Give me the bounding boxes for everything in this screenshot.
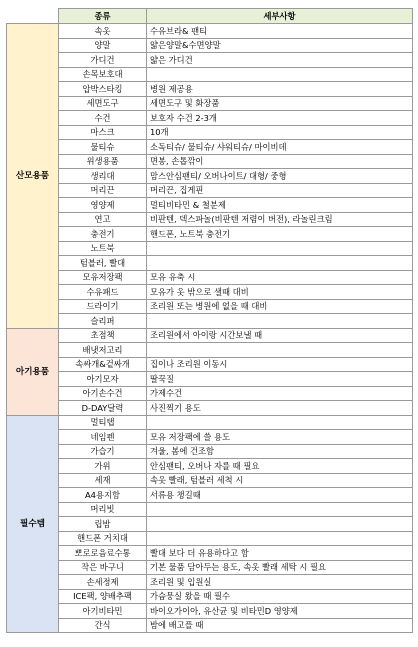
table-row	[7, 111, 413, 126]
item-cell: 머리빗	[59, 502, 147, 517]
table-row	[7, 96, 413, 111]
item-cell: 아기비타민	[59, 604, 147, 619]
item-cell: 세재	[59, 473, 147, 488]
detail-cell: 겨울, 봄에 건조함	[147, 444, 413, 459]
table-row	[7, 444, 413, 459]
table-row	[7, 517, 413, 532]
table-row	[7, 212, 413, 227]
item-cell: A4용지함	[59, 488, 147, 503]
item-cell: 간식	[59, 618, 147, 633]
detail-cell: 맘스안심팬티/ 오버나이트/ 대형/ 중형	[147, 169, 413, 184]
table-row	[7, 531, 413, 546]
detail-cell: 모유 저장팩에 쓸 용도	[147, 430, 413, 445]
detail-cell: 멀티비타민 & 철분제	[147, 198, 413, 213]
table-row	[7, 53, 413, 68]
table-row	[7, 256, 413, 271]
detail-cell: 빨대 보다 더 유용하다고 함	[147, 546, 413, 561]
detail-cell: 바이오가이아, 유산균 및 비타민D 영양제	[147, 604, 413, 619]
table-row	[7, 154, 413, 169]
detail-cell	[147, 256, 413, 271]
item-cell: 손목보호대	[59, 67, 147, 82]
item-cell: 아기손수건	[59, 386, 147, 401]
table-row	[7, 618, 413, 633]
table-row	[7, 430, 413, 445]
detail-cell	[147, 343, 413, 358]
detail-cell: 머리끈, 집게핀	[147, 183, 413, 198]
detail-cell: 조리원 또는 병원에 없을 때 대비	[147, 299, 413, 314]
table-row	[7, 183, 413, 198]
detail-cell	[147, 531, 413, 546]
item-cell: 물티슈	[59, 140, 147, 155]
item-cell: 가디건	[59, 53, 147, 68]
table-row	[7, 241, 413, 256]
checklist-table	[6, 8, 413, 633]
item-cell: 노트북	[59, 241, 147, 256]
table-row	[7, 415, 413, 430]
detail-cell	[147, 67, 413, 82]
detail-cell: 모유 유축 시	[147, 270, 413, 285]
item-cell: 충전기	[59, 227, 147, 242]
table-row	[7, 198, 413, 213]
item-cell: 뽀로로음료수통	[59, 546, 147, 561]
detail-cell	[147, 314, 413, 329]
detail-cell: 조리원 및 입원실	[147, 575, 413, 590]
detail-cell: 세면도구 및 화장품	[147, 96, 413, 111]
detail-cell	[147, 241, 413, 256]
item-cell: 작은 바구니	[59, 560, 147, 575]
item-cell: 수건	[59, 111, 147, 126]
table-row	[7, 82, 413, 97]
item-cell: 생리대	[59, 169, 147, 184]
item-cell: 위생용품	[59, 154, 147, 169]
table-row	[7, 299, 413, 314]
item-cell: 립밤	[59, 517, 147, 532]
header-item: 종류	[59, 9, 147, 24]
detail-cell: 핸드폰, 노트북 충전기	[147, 227, 413, 242]
detail-cell: 소독티슈/ 물티슈/ 샤워티슈/ 마이비데	[147, 140, 413, 155]
table-row	[7, 488, 413, 503]
item-cell: 압박스타킹	[59, 82, 147, 97]
table-row	[7, 343, 413, 358]
detail-cell: 밤에 배고플 때	[147, 618, 413, 633]
item-cell: 모유저장팩	[59, 270, 147, 285]
table-row	[7, 604, 413, 619]
item-cell: 텀블러, 빨대	[59, 256, 147, 271]
table-row	[7, 38, 413, 53]
detail-cell: 집이나 조리원 이동시	[147, 357, 413, 372]
table-row	[7, 270, 413, 285]
detail-cell: 가제수건	[147, 386, 413, 401]
item-cell: 멀티탭	[59, 415, 147, 430]
item-cell: 초점책	[59, 328, 147, 343]
table-row	[7, 546, 413, 561]
item-cell: 영양제	[59, 198, 147, 213]
item-cell: 네임펜	[59, 430, 147, 445]
item-cell: 머리끈	[59, 183, 147, 198]
table-row	[7, 502, 413, 517]
item-cell: 슬리퍼	[59, 314, 147, 329]
detail-cell: 얇은양말&수면양말	[147, 38, 413, 53]
detail-cell	[147, 517, 413, 532]
detail-cell: 사진찍기 용도	[147, 401, 413, 416]
detail-cell: 속옷 빨래, 텀블러 세척 시	[147, 473, 413, 488]
table-row	[7, 386, 413, 401]
detail-cell: 서류용 챙길때	[147, 488, 413, 503]
table-row	[7, 575, 413, 590]
table-row	[7, 328, 413, 343]
table-row	[7, 357, 413, 372]
item-cell: 손세정제	[59, 575, 147, 590]
table-body	[7, 24, 413, 633]
item-cell: 가습기	[59, 444, 147, 459]
detail-cell: 얇은 가디건	[147, 53, 413, 68]
header-detail: 세부사항	[147, 9, 413, 24]
category-cell: 필수템	[7, 415, 59, 633]
table-row	[7, 314, 413, 329]
item-cell: ICE팩, 양배추팩	[59, 589, 147, 604]
table-row	[7, 473, 413, 488]
category-cell: 산모용품	[7, 24, 59, 329]
detail-cell: 수유브라& 팬티	[147, 24, 413, 39]
item-cell: 마스크	[59, 125, 147, 140]
item-cell: 아기모자	[59, 372, 147, 387]
detail-cell: 안심팬티, 오버나 자를 때 필요	[147, 459, 413, 474]
table-row	[7, 459, 413, 474]
detail-cell: 딸꾹질	[147, 372, 413, 387]
header-corner	[7, 9, 59, 24]
header-row	[7, 9, 413, 24]
table-row	[7, 125, 413, 140]
table-row	[7, 169, 413, 184]
detail-cell: 조리원에서 아이랑 시간보낼 때	[147, 328, 413, 343]
table-row	[7, 140, 413, 155]
detail-cell: 보호자 수건 2-3개	[147, 111, 413, 126]
item-cell: 핸드폰 거치대	[59, 531, 147, 546]
detail-cell: 모유가 옷 밖으로 샐때 대비	[147, 285, 413, 300]
detail-cell	[147, 415, 413, 430]
detail-cell: 병원 제공용	[147, 82, 413, 97]
table-row	[7, 285, 413, 300]
item-cell: 가위	[59, 459, 147, 474]
detail-cell: 면봉, 손톱깎이	[147, 154, 413, 169]
item-cell: 속옷	[59, 24, 147, 39]
item-cell: 드라이기	[59, 299, 147, 314]
table-row	[7, 589, 413, 604]
detail-cell: 가슴뭉실 왔을 때 필수	[147, 589, 413, 604]
item-cell: 연고	[59, 212, 147, 227]
table-row	[7, 227, 413, 242]
table-row	[7, 24, 413, 39]
detail-cell	[147, 502, 413, 517]
detail-cell: 기본 물품 담아두는 용도, 속옷 빨래 세탁 시 필요	[147, 560, 413, 575]
table-row	[7, 401, 413, 416]
table-row	[7, 560, 413, 575]
item-cell: 속싸개&겉싸개	[59, 357, 147, 372]
table-row	[7, 67, 413, 82]
category-cell: 아기용품	[7, 328, 59, 415]
detail-cell: 비판텐, 덱스파놀(비판텐 저렴이 버전), 라놀린크림	[147, 212, 413, 227]
item-cell: D-DAY달력	[59, 401, 147, 416]
item-cell: 양말	[59, 38, 147, 53]
item-cell: 수유패드	[59, 285, 147, 300]
table-row	[7, 372, 413, 387]
item-cell: 세면도구	[59, 96, 147, 111]
item-cell: 배냇저고리	[59, 343, 147, 358]
detail-cell: 10개	[147, 125, 413, 140]
